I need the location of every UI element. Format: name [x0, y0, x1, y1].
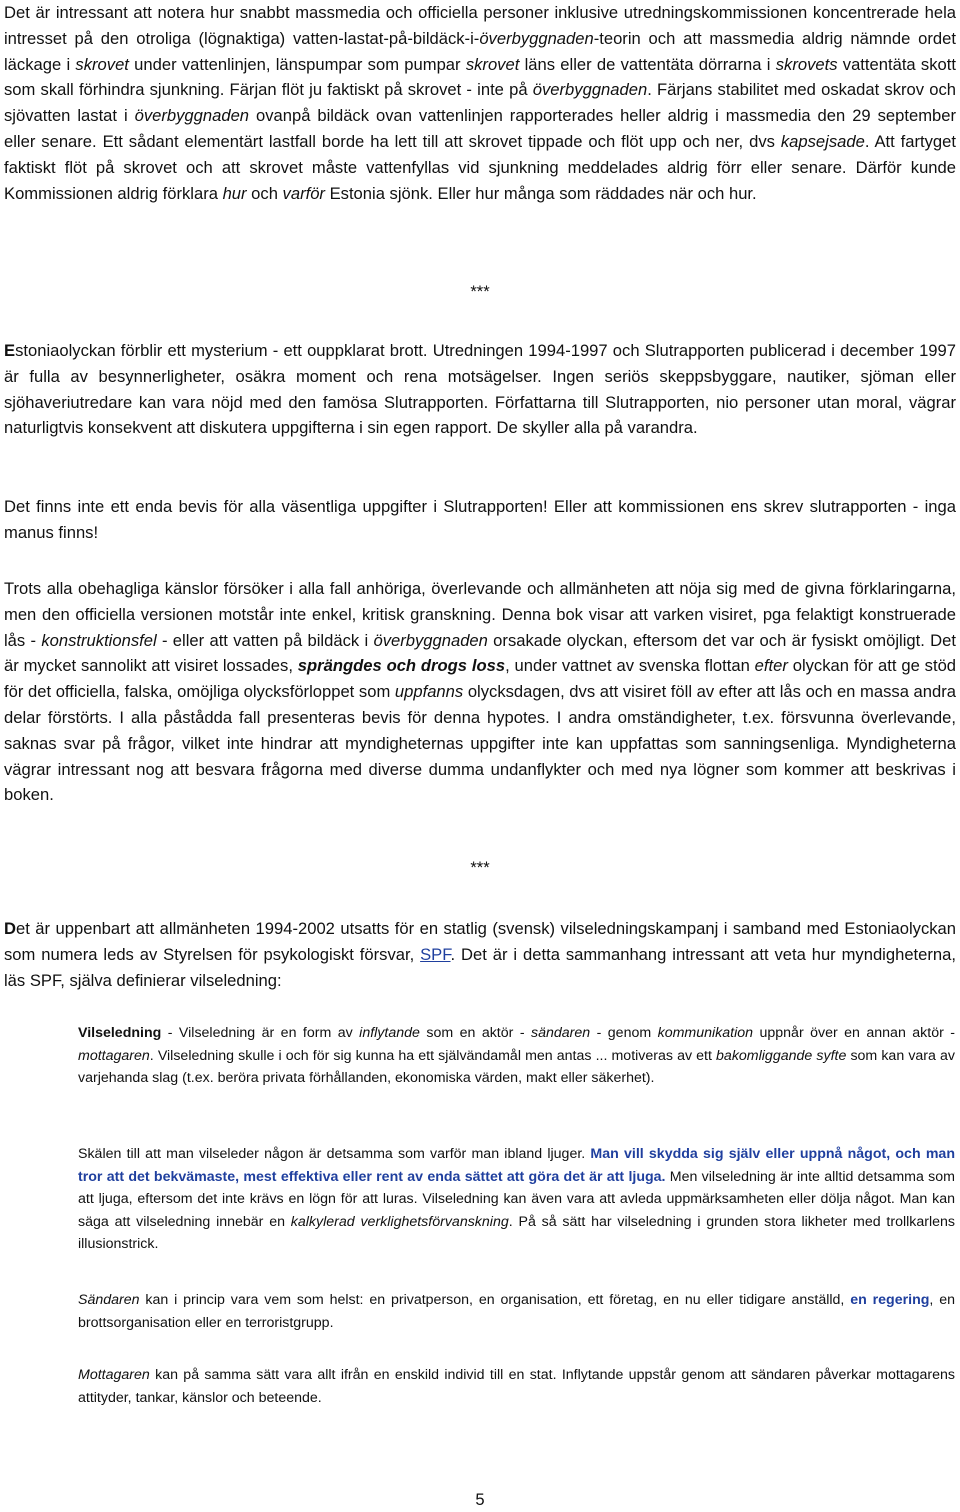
text: . Att fartyget faktiskt flöt på skrovet och att skrovet måste vattenfyllas vid sjunkning meddelades aldrig förr eller senare. Därför kunde Kommissionen aldrig förklara [4, 131, 956, 203]
text: som en aktör - [419, 1025, 531, 1041]
paragraph-spf [4, 916, 956, 993]
text: . På så sätt har vilseledning i grunden stora likheter med trollkarlens illusionstrick. [78, 1213, 956, 1253]
italic-text: överbyggnaden [479, 28, 594, 48]
quote-receiver [78, 1364, 955, 1409]
quote-reasons [78, 1143, 955, 1256]
bold-italic-text: sprängdes och drogs loss [297, 656, 506, 676]
italic-text: uppfanns [394, 682, 464, 702]
italic-text: konstruktionsfel [41, 630, 157, 650]
text: -teorin och att massmedia aldrig nämnde ordet läckage i [4, 28, 956, 74]
italic-text: mottagaren [78, 1047, 150, 1064]
text: . Vilseledning skulle i och för sig kunna ha ett självändamål men antas ... motiveras av ett [149, 1047, 717, 1064]
text: Men vilseledning är inte alltid detsamma som att ljuga, eftersom det inte krävs en lögn för att luras. Vilseledning kan även vara att avleda uppmärksamheten eller dölja något. Man kan säga att vilseledning innebär en [78, 1168, 955, 1230]
italic-text: Mottagaren [78, 1367, 150, 1383]
italic-text: kapsejsade [780, 131, 865, 151]
text: Det är intressant att notera hur snabbt massmedia och officiella personer inklusive utredningskommissionen koncentrerade hela intresset på den otroliga (lögnaktiga) vatten-lastat-på-bildäck-i- [4, 3, 956, 48]
text: Skälen till att man vilseleder någon är detsamma som varför man ibland ljuger. [78, 1146, 591, 1162]
paragraph-no-evidence [4, 494, 956, 546]
italic-text: skrovet [465, 54, 520, 74]
text: stoniaolyckan förblir ett mysterium - ett ouppklarat brott. Utredningen 1994-1997 och Slutrapporten publicerad i december 1997 är fulla av besynnerligheter, osäkra moment och rena motsägelser. Ingen seriös skeppsbyggare, nautiker, sjöman eller sjöhaveriutredare kan vara nöjd med den famösa Slutrapporten. Författarna till Slutrapporten, nio personer utan moral, vägrar naturligtvis konsekvent att diskutera uppgifterna i sin egen rapport. De skyller alla på varandra. [4, 341, 956, 438]
highlighted-text: Man vill skydda sig själv eller uppnå något, och man tror att det bekvämaste, mest effektiva eller rent av enda sättet att göra det är att ljuga. [78, 1146, 955, 1185]
text: kan på samma sätt vara allt ifrån en enskild individ till en stat. Inflytande uppstår genom att sändaren påverkar mottagarens attityder, tankar, känslor och beteende. [78, 1367, 955, 1406]
text: Estonia sjönk. Eller hur många som räddades när och hur. [324, 183, 757, 203]
text: som kan vara av varjehanda slag (t.ex. beröra privata förhållanden, ekonomiska värden, makt eller säkerhet). [78, 1047, 955, 1087]
text: . Färjans stabilitet med oskadat skrov och sjövatten lastat i [4, 80, 957, 126]
quote-definition [78, 1022, 955, 1090]
text: läns eller de vattentäta dörrarna i [519, 54, 776, 74]
italic-text: överbyggnaden [373, 630, 488, 650]
text: orsakade olyckan, eftersom det var och är fysiskt omöjligt. Det är mycket sannolikt att visiret lossades, [4, 630, 956, 676]
page-number: 5 [475, 1490, 485, 1509]
paragraph-massmedia [4, 0, 956, 206]
section-separator: *** [470, 858, 490, 877]
text: - Vilseledning är en form av [161, 1025, 360, 1041]
italic-text: överbyggnaden [134, 106, 250, 126]
text: , under vattnet av svenska flottan [505, 656, 755, 676]
drop-letter: D [4, 919, 16, 938]
text: . Det är i detta sammanhang intressant att veta hur myndigheterna, läs SPF, själva definierar vilseledning: [4, 944, 956, 990]
italic-text: inflytande [359, 1025, 420, 1041]
italic-text: överbyggnaden [532, 80, 648, 100]
text: kan i princip vara vem som helst: en privatperson, en organisation, ett företag, en nu eller tidigare anställd, [139, 1292, 851, 1308]
italic-text: efter [754, 656, 788, 676]
text: Det finns inte ett enda bevis för alla väsentliga uppgifter i Slutrapporten! Eller att kommissionen ens skrev slutrapporten - inga manus finns! [4, 497, 956, 542]
italic-text: kalkylerad verklighetsförvanskning [290, 1213, 509, 1230]
text: olycksdagen, dvs att visiret föll av efter att lås och en massa andra delar förstörts. I alla påstådda fall presenteras bevis för denna hypotes. I andra omständigheter, t.ex. försvunna överlevande, saknas svar på frågor, vilket inte hindrar att myndigheternas uppgifter inte kan uppfattas som sanningsenliga. Myndigheterna vägrar intressant nog att besvara frågorna med diverse dumma undanflykter och med nya lögner som kommer att beskrivas i boken. [4, 682, 956, 805]
text: olyckan för att ge stöd för det officiella, falska, omöjliga olycksförloppet som [4, 656, 957, 702]
text: - genom [590, 1025, 658, 1041]
text: - eller att vatten på bildäck i [156, 630, 374, 650]
text: et är uppenbart att allmänheten 1994-2002 utsatts för en statlig (svensk) vilseledningskampanj i samband med Estoniaolyckan som numera leds av Styrelsen för psykologiskt försvar, [4, 919, 956, 964]
section-separator: *** [470, 282, 490, 301]
italic-text: skrovets [775, 54, 838, 74]
text: och [246, 183, 283, 203]
italic-text: skrovet [75, 54, 129, 74]
paragraph-mystery [4, 338, 956, 441]
italic-text: Sändaren [78, 1292, 140, 1308]
italic-text: varför [282, 183, 325, 203]
paragraph-official-version [4, 576, 956, 808]
text: , en brottsorganisation eller en terroristgrupp. [78, 1292, 956, 1331]
quote-sender [78, 1289, 955, 1334]
text: uppnår över en annan aktör - [753, 1025, 955, 1041]
highlighted-text: en regering [850, 1292, 930, 1308]
text: ovanpå bildäck ovan vattenlinjen rapporterades heller aldrig i massmedia den 29 september eller senare. Ett sådant elementärt lastfall borde ha lett till att skrovet tippade och flöt upp och ner, dvs [4, 106, 956, 151]
italic-text: sändaren [531, 1025, 591, 1041]
text: Trots alla obehagliga känslor försöker i alla fall anhöriga, överlevande och allmänheten att nöja sig med de givna förklaringarna, men den officiella versionen motstår inte enkel, kritisk granskning. Denna bok visar att varken visiret, pga felaktigt konstruerade lås - [4, 579, 956, 650]
italic-text: kommunikation [657, 1025, 754, 1041]
italic-text: hur [222, 183, 247, 203]
bold-term: Vilseledning [78, 1025, 162, 1041]
italic-text: bakomliggande syfte [716, 1047, 847, 1064]
text: vattentäta skott som skall förhindra sjunkning. Färjan flöt ju faktiskt på skrovet - inte på [4, 54, 956, 100]
spf-link[interactable]: SPF [420, 944, 451, 964]
text: under vattenlinjen, länspumpar som pumpar [128, 54, 466, 74]
drop-letter: E [4, 341, 16, 360]
